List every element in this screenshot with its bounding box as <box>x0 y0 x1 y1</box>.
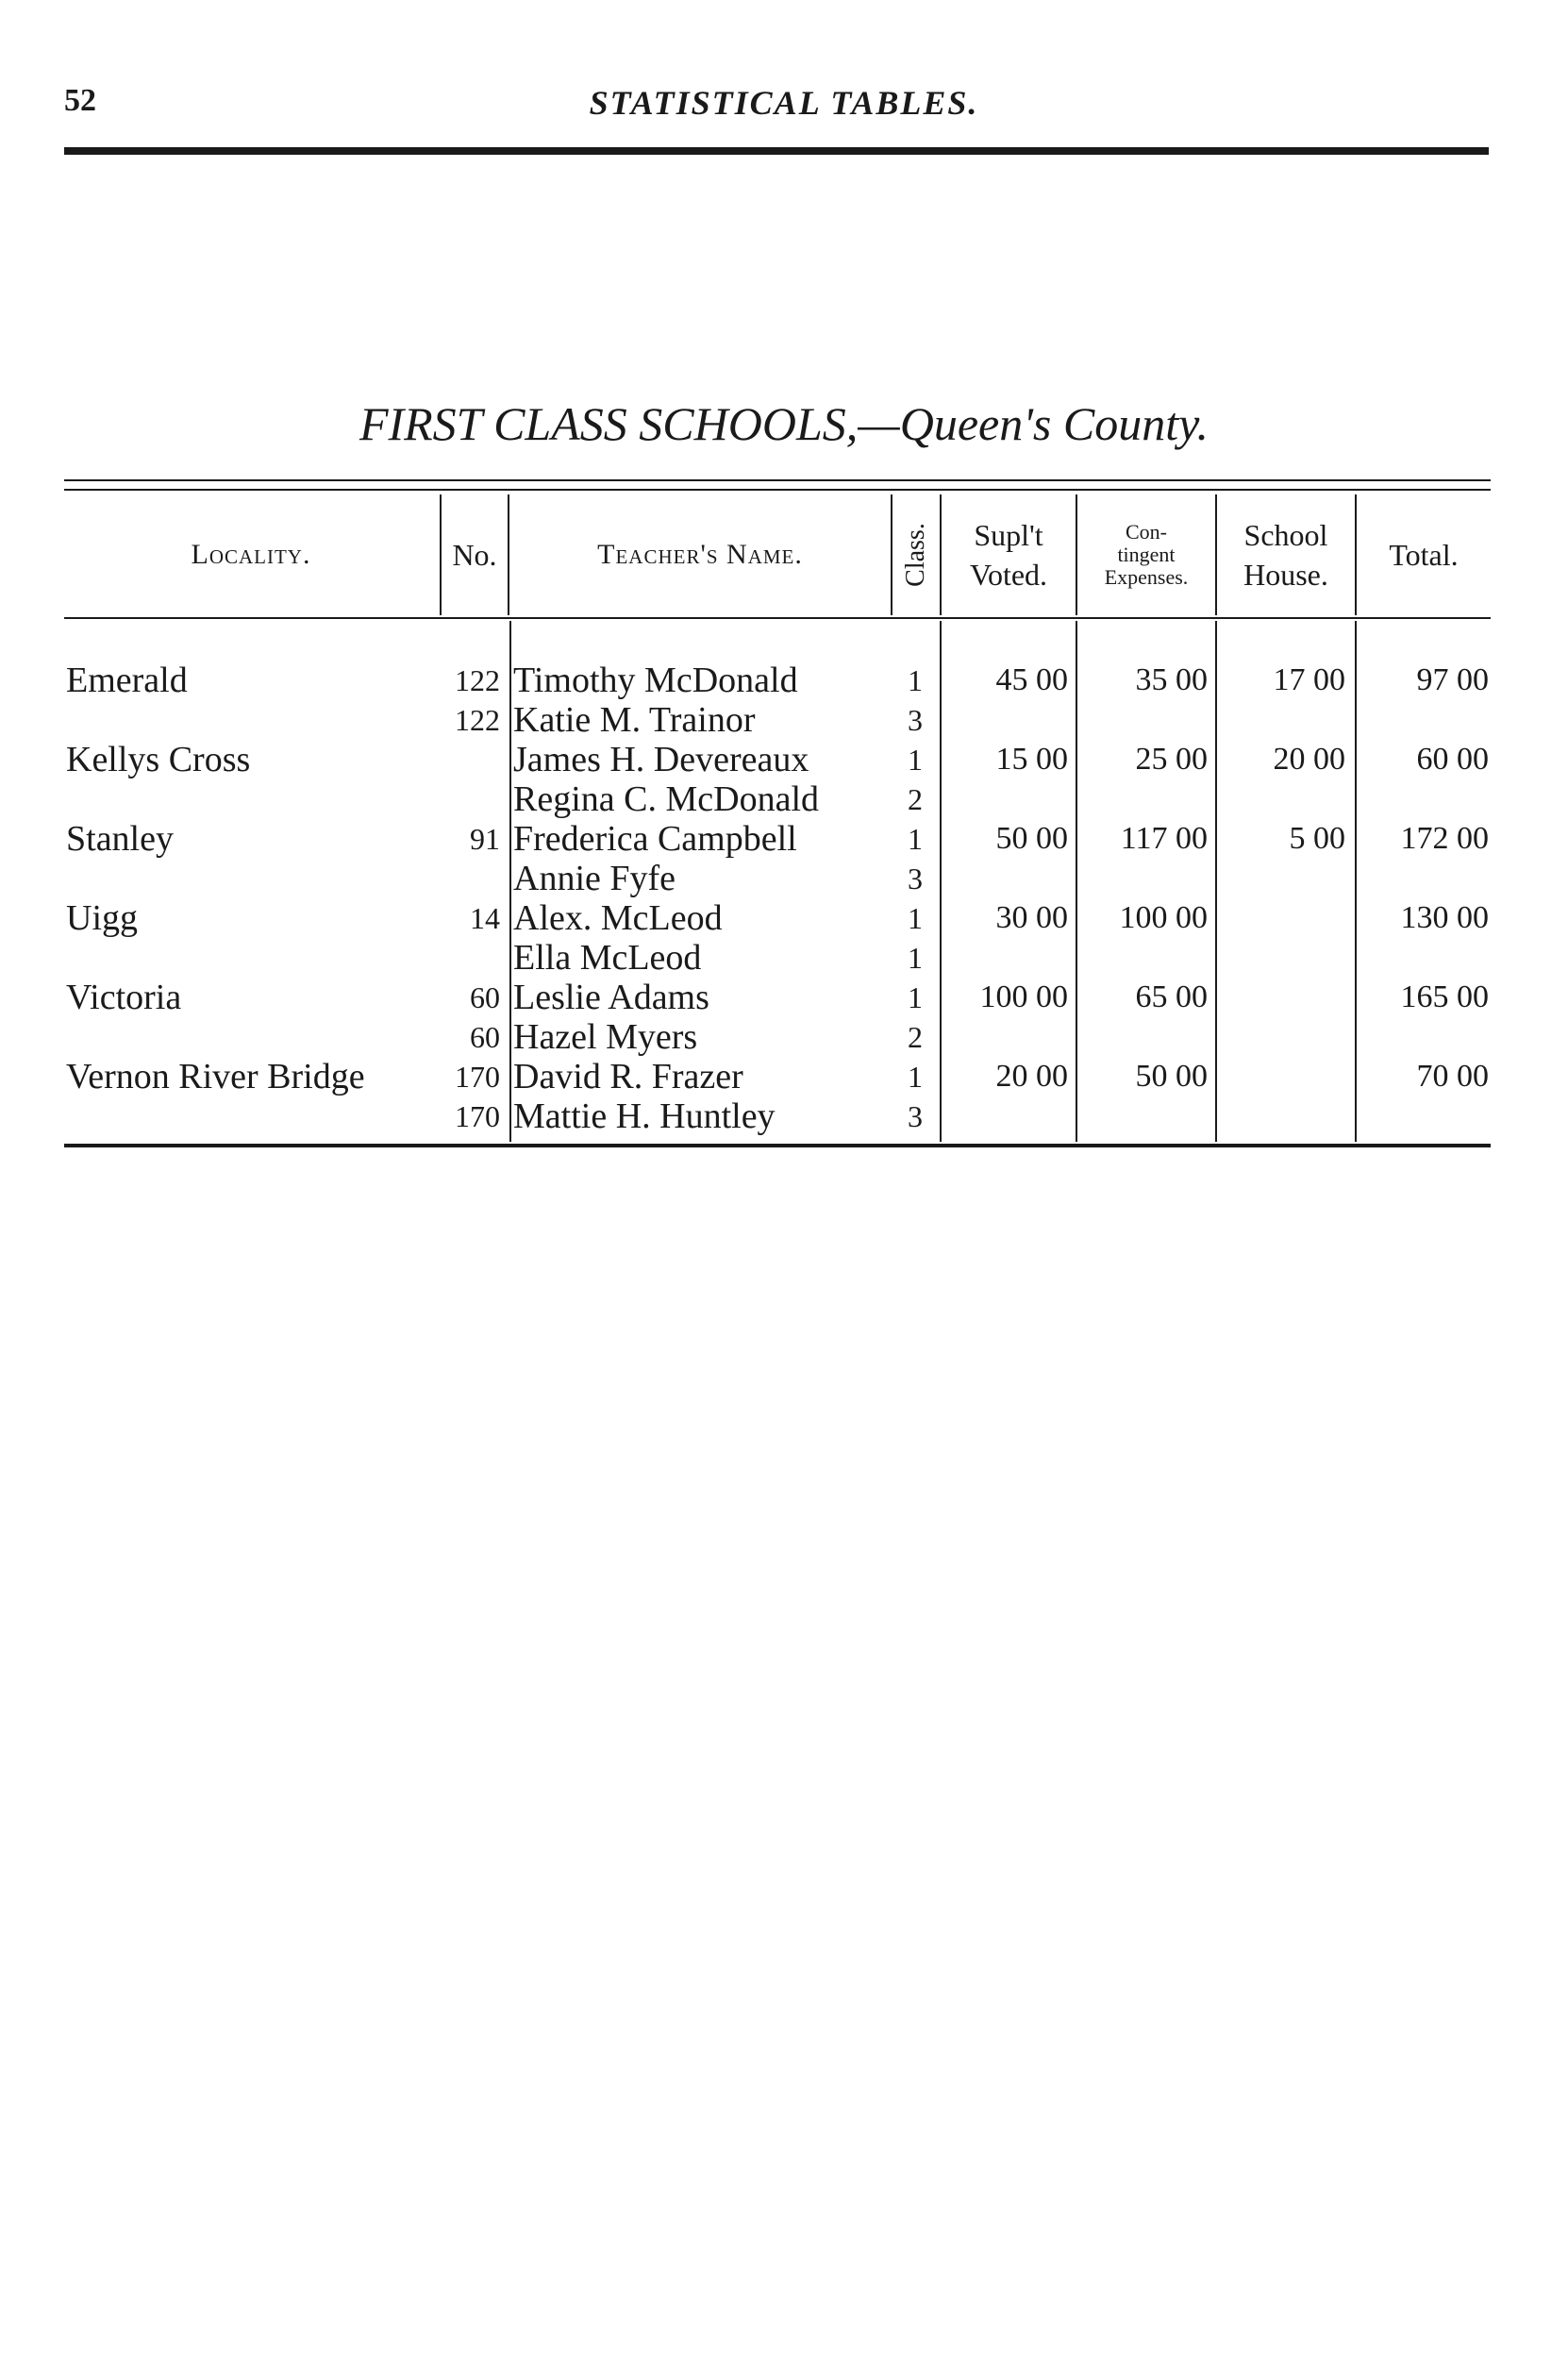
row-number: 60 <box>470 1020 500 1054</box>
row-supl-voted <box>940 859 1068 898</box>
row-school-house: 20 00 <box>1273 742 1345 777</box>
table-top-rule <box>64 479 1491 481</box>
row-class: 1 <box>908 663 923 697</box>
row-teacher-name: Ella McLeod <box>513 938 702 978</box>
row-teacher-name: David R. Frazer <box>513 1057 743 1096</box>
row-number: 60 <box>470 980 500 1014</box>
row-total <box>1359 700 1489 740</box>
row-total: 60 00 <box>1416 742 1489 777</box>
row-school-house <box>1217 938 1345 978</box>
row-teacher-name: Frederica Campbell <box>513 819 797 859</box>
row-supl-voted <box>940 1017 1068 1057</box>
row-total: 172 00 <box>1400 821 1489 856</box>
header-class-label: Class. <box>901 523 930 587</box>
row-teacher-name: Alex. McLeod <box>513 898 723 938</box>
row-total: 165 00 <box>1400 979 1489 1014</box>
row-total: 97 00 <box>1416 662 1489 697</box>
header-no-label: No. <box>452 538 497 572</box>
row-school-house <box>1217 1057 1345 1096</box>
row-locality: Victoria <box>66 978 182 1017</box>
header-supl-line1: Supl't <box>974 518 1043 552</box>
header-school-line2: House. <box>1243 558 1328 592</box>
row-contingent-expenses <box>1077 779 1208 819</box>
header-school-house <box>1217 494 1355 615</box>
row-locality: Stanley <box>66 819 174 859</box>
header-contingent <box>1077 494 1215 615</box>
row-number <box>436 859 500 898</box>
row-total <box>1359 859 1489 898</box>
header-teacher <box>509 494 891 615</box>
row-class: 3 <box>908 862 923 895</box>
header-teacher-label: Teacher's Name. <box>597 539 803 570</box>
header-locality-label: Locality. <box>191 539 311 570</box>
row-total <box>1359 938 1489 978</box>
row-teacher-name: James H. Devereaux <box>513 740 809 779</box>
row-class: 2 <box>908 782 923 816</box>
row-supl-voted <box>940 700 1068 740</box>
row-number: 122 <box>455 703 500 737</box>
row-number: 170 <box>455 1060 500 1094</box>
row-class: 1 <box>908 941 923 975</box>
row-contingent-expenses: 65 00 <box>1135 979 1208 1014</box>
row-total: 70 00 <box>1416 1059 1489 1094</box>
row-locality: Emerald <box>66 661 188 700</box>
header-supl <box>942 494 1076 615</box>
row-supl-voted: 45 00 <box>995 662 1068 697</box>
row-school-house: 17 00 <box>1273 662 1345 697</box>
row-school-house <box>1217 1096 1345 1136</box>
header-supl-line2: Voted. <box>969 558 1048 592</box>
row-locality: Uigg <box>66 898 138 938</box>
row-contingent-expenses <box>1077 1017 1208 1057</box>
header-locality <box>64 494 438 615</box>
row-supl-voted: 30 00 <box>995 900 1068 935</box>
row-school-house <box>1217 859 1345 898</box>
row-class: 1 <box>908 743 923 777</box>
column-divider <box>509 621 511 1142</box>
header-cont-line2: tingent <box>1117 543 1176 566</box>
row-number: 14 <box>470 901 500 935</box>
row-contingent-expenses: 25 00 <box>1135 742 1208 777</box>
row-contingent-expenses <box>1077 700 1208 740</box>
header-no <box>442 494 508 615</box>
row-class: 1 <box>908 980 923 1014</box>
row-teacher-name: Timothy McDonald <box>513 661 798 700</box>
row-class: 1 <box>908 901 923 935</box>
table-top-rule-inner <box>64 489 1491 491</box>
header-total-label: Total. <box>1389 538 1459 572</box>
row-contingent-expenses: 117 00 <box>1120 821 1208 856</box>
row-class: 1 <box>908 822 923 856</box>
table-bottom-rule <box>64 1144 1491 1147</box>
row-supl-voted: 50 00 <box>995 821 1068 856</box>
row-supl-voted: 20 00 <box>995 1059 1068 1094</box>
row-supl-voted <box>940 1096 1068 1136</box>
row-supl-voted <box>940 779 1068 819</box>
row-school-house <box>1217 779 1345 819</box>
header-school-line1: School <box>1243 518 1328 552</box>
row-teacher-name: Leslie Adams <box>513 978 709 1017</box>
row-number: 91 <box>470 822 500 856</box>
row-teacher-name: Annie Fyfe <box>513 859 676 898</box>
running-head: STATISTICAL TABLES. <box>589 84 979 122</box>
column-divider <box>1355 621 1357 1142</box>
row-total <box>1359 1096 1489 1136</box>
row-number <box>436 779 500 819</box>
row-school-house <box>1217 1017 1345 1057</box>
header-bottom-rule <box>64 617 1491 619</box>
row-number <box>436 740 500 779</box>
row-school-house <box>1217 898 1345 938</box>
row-number: 170 <box>455 1099 500 1133</box>
row-class: 3 <box>908 1099 923 1133</box>
row-school-house <box>1217 700 1345 740</box>
row-total <box>1359 779 1489 819</box>
header-rule <box>64 147 1489 155</box>
header-class <box>892 494 940 615</box>
row-class: 2 <box>908 1020 923 1054</box>
row-contingent-expenses <box>1077 1096 1208 1136</box>
header-total <box>1357 494 1491 615</box>
header-cont-line1: Con- <box>1126 520 1167 544</box>
row-contingent-expenses <box>1077 859 1208 898</box>
row-class: 1 <box>908 1060 923 1094</box>
row-school-house: 5 00 <box>1289 821 1345 856</box>
row-teacher-name: Hazel Myers <box>513 1017 698 1057</box>
row-supl-voted <box>940 938 1068 978</box>
row-teacher-name: Katie M. Trainor <box>513 700 756 740</box>
row-total <box>1359 1017 1489 1057</box>
row-supl-voted: 15 00 <box>995 742 1068 777</box>
row-locality: Kellys Cross <box>66 740 251 779</box>
row-teacher-name: Mattie H. Huntley <box>513 1096 776 1136</box>
header-cont-line3: Expenses. <box>1104 565 1189 589</box>
row-number: 122 <box>455 663 500 697</box>
row-number <box>436 938 500 978</box>
row-class: 3 <box>908 703 923 737</box>
row-locality: Vernon River Bridge <box>66 1057 365 1096</box>
row-contingent-expenses: 50 00 <box>1135 1059 1208 1094</box>
row-total: 130 00 <box>1400 900 1489 935</box>
row-school-house <box>1217 978 1345 1017</box>
row-contingent-expenses: 35 00 <box>1135 662 1208 697</box>
row-supl-voted: 100 00 <box>979 979 1068 1014</box>
row-contingent-expenses <box>1077 938 1208 978</box>
row-contingent-expenses: 100 00 <box>1119 900 1208 935</box>
row-teacher-name: Regina C. McDonald <box>513 779 820 819</box>
table-title: FIRST CLASS SCHOOLS,—Queen's County. <box>359 397 1209 450</box>
page-number: 52 <box>64 83 96 118</box>
